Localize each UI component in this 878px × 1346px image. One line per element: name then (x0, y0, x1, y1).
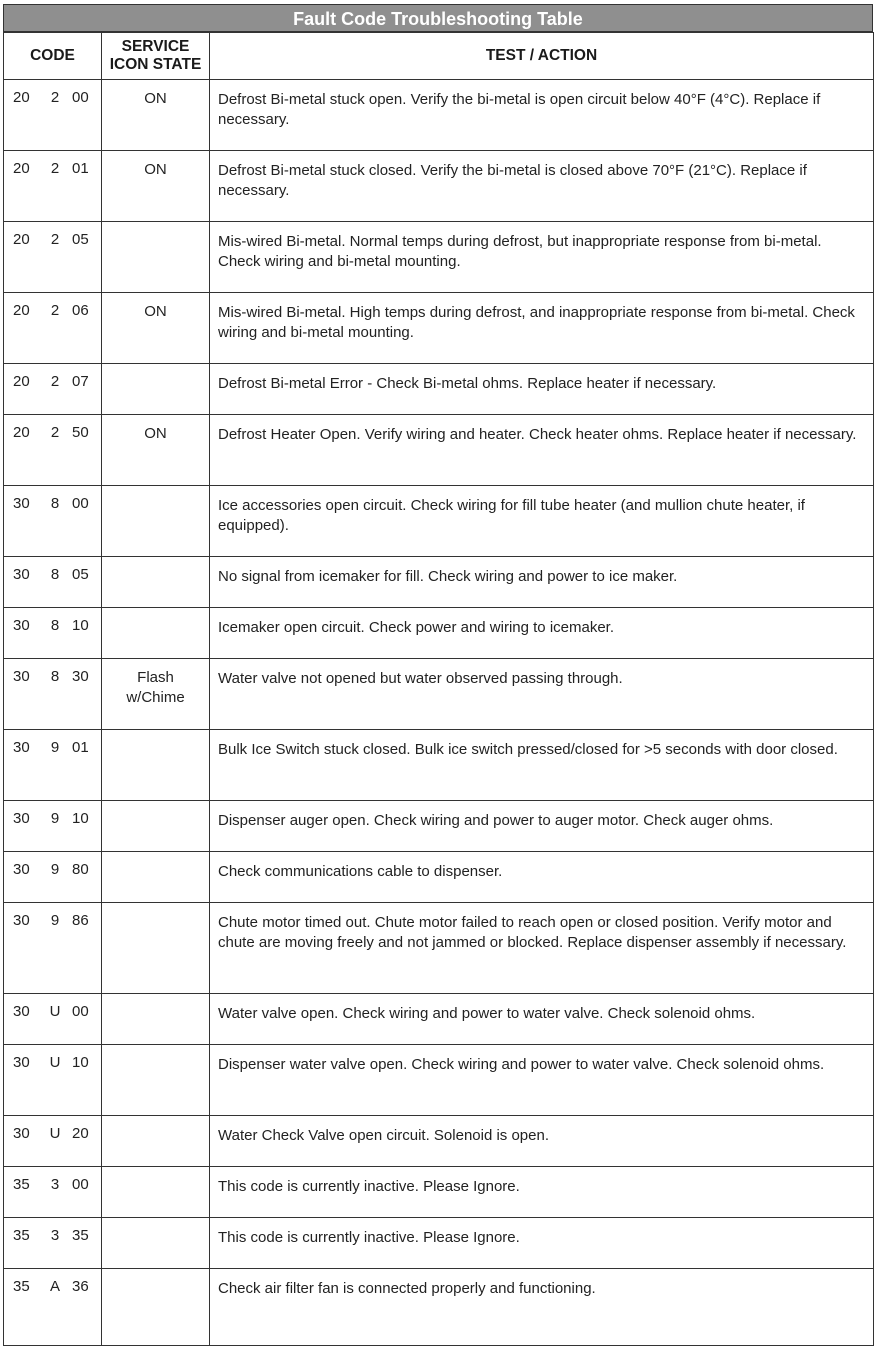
service-icon-state-cell (102, 852, 210, 903)
code-cell (4, 1167, 102, 1218)
test-action-cell: Mis-wired Bi-metal. High temps during defrost, and inappropriate response from bi-metal. Check wiring and bi-metal mounting. (210, 293, 874, 364)
fault-code-table-container (3, 4, 873, 1346)
code-part-1: 20 (13, 424, 30, 441)
code-cell (4, 903, 102, 994)
code-part-1: 35 (13, 1176, 30, 1193)
code-cell (4, 801, 102, 852)
code-part-1: 20 (13, 231, 30, 248)
fault-code-table (3, 32, 874, 1346)
code-part-3: 80 (72, 861, 89, 878)
table-row (4, 1116, 874, 1167)
table-row (4, 1045, 874, 1116)
test-action-cell: Water valve not opened but water observed passing through. (210, 659, 874, 730)
service-icon-state-cell (102, 659, 210, 730)
code-part-3: 20 (72, 1125, 89, 1142)
service-icon-state-cell (102, 1167, 210, 1218)
service-icon-state-cell (102, 557, 210, 608)
table-row (4, 1269, 874, 1346)
service-icon-state-cell (102, 486, 210, 557)
table-row (4, 608, 874, 659)
code-cell (4, 730, 102, 801)
code-part-2: 8 (50, 495, 60, 512)
test-action-cell: Defrost Bi-metal stuck closed. Verify the bi-metal is closed above 70°F (21°C). Replace if necessary. (210, 151, 874, 222)
code-cell (4, 415, 102, 486)
code-part-2: 9 (50, 739, 60, 756)
code-part-2: U (49, 1054, 61, 1071)
code-cell (4, 1269, 102, 1346)
code-cell (4, 151, 102, 222)
code-part-2: 9 (50, 810, 60, 827)
code-part-3: 00 (72, 495, 89, 512)
test-action-cell: Defrost Bi-metal stuck open. Verify the bi-metal is open circuit below 40°F (4°C). Replace if necessary. (210, 80, 874, 151)
table-row (4, 222, 874, 293)
code-cell (4, 364, 102, 415)
test-action-cell: Dispenser auger open. Check wiring and power to auger motor. Check auger ohms. (210, 801, 874, 852)
code-cell (4, 659, 102, 730)
code-part-3: 01 (72, 739, 89, 756)
code-part-1: 30 (13, 739, 30, 756)
icon-state: ON (144, 425, 167, 442)
table-row (4, 1218, 874, 1269)
test-action-cell: This code is currently inactive. Please Ignore. (210, 1218, 874, 1269)
test-action-cell: Water valve open. Check wiring and power to water valve. Check solenoid ohms. (210, 994, 874, 1045)
table-row (4, 994, 874, 1045)
service-icon-state-cell (102, 903, 210, 994)
code-part-2: 9 (50, 861, 60, 878)
code-part-2: 2 (50, 424, 60, 441)
code-part-2: 2 (50, 302, 60, 319)
code-cell (4, 1218, 102, 1269)
icon-state: ON (144, 161, 167, 178)
service-icon-state-cell (102, 608, 210, 659)
code-part-1: 35 (13, 1227, 30, 1244)
code-cell (4, 852, 102, 903)
service-icon-state-cell (102, 801, 210, 852)
table-row (4, 659, 874, 730)
code-part-3: 00 (72, 1003, 89, 1020)
test-action-cell: Chute motor timed out. Chute motor failed to reach open or closed position. Verify motor and chute are moving freely and not jammed or blocked. Replace dispenser assembly if necessary. (210, 903, 874, 994)
code-part-2: 8 (50, 617, 60, 634)
code-cell (4, 1116, 102, 1167)
table-row (4, 852, 874, 903)
table-title: Fault Code Troubleshooting Table (3, 4, 873, 32)
code-part-2: 2 (50, 160, 60, 177)
code-part-1: 30 (13, 617, 30, 634)
code-part-2: 9 (50, 912, 60, 929)
code-part-1: 30 (13, 566, 30, 583)
service-icon-state-cell (102, 293, 210, 364)
code-part-1: 30 (13, 1054, 30, 1071)
code-part-2: U (49, 1003, 61, 1020)
service-icon-state-cell (102, 364, 210, 415)
code-cell (4, 608, 102, 659)
icon-state: ON (144, 303, 167, 320)
service-icon-state-cell (102, 1269, 210, 1346)
test-action-cell: Defrost Bi-metal Error - Check Bi-metal ohms. Replace heater if necessary. (210, 364, 874, 415)
code-part-2: 3 (50, 1227, 60, 1244)
test-action-cell: This code is currently inactive. Please Ignore. (210, 1167, 874, 1218)
code-part-2: U (49, 1125, 61, 1142)
code-part-1: 30 (13, 668, 30, 685)
table-row (4, 415, 874, 486)
code-part-1: 30 (13, 1125, 30, 1142)
code-cell (4, 1045, 102, 1116)
code-part-3: 05 (72, 231, 89, 248)
code-part-1: 20 (13, 373, 30, 390)
code-part-1: 30 (13, 495, 30, 512)
table-row (4, 486, 874, 557)
code-part-2: 8 (50, 668, 60, 685)
service-icon-state-cell (102, 1218, 210, 1269)
service-header-line2: ICON STATE (109, 56, 202, 73)
code-part-2: 2 (50, 231, 60, 248)
table-row (4, 80, 874, 151)
code-part-1: 30 (13, 810, 30, 827)
test-action-cell: Ice accessories open circuit. Check wiring for fill tube heater (and mullion chute heater, if equipped). (210, 486, 874, 557)
code-part-1: 20 (13, 89, 30, 106)
table-row (4, 730, 874, 801)
code-part-3: 06 (72, 302, 89, 319)
code-part-3: 01 (72, 160, 89, 177)
service-icon-state-column-header (102, 33, 210, 80)
test-action-cell: Defrost Heater Open. Verify wiring and heater. Check heater ohms. Replace heater if necessary. (210, 415, 874, 486)
service-icon-state-cell (102, 730, 210, 801)
service-icon-state-cell (102, 415, 210, 486)
code-part-2: 2 (50, 89, 60, 106)
code-part-1: 30 (13, 861, 30, 878)
code-cell (4, 222, 102, 293)
table-header-row (4, 33, 874, 80)
code-part-3: 07 (72, 373, 89, 390)
code-part-3: 50 (72, 424, 89, 441)
icon-state-2: w/Chime (126, 689, 185, 706)
icon-state: Flash (137, 669, 174, 686)
code-part-1: 20 (13, 302, 30, 319)
code-part-3: 86 (72, 912, 89, 929)
test-action-cell: Icemaker open circuit. Check power and wiring to icemaker. (210, 608, 874, 659)
test-action-cell: Check air filter fan is connected properly and functioning. (210, 1269, 874, 1346)
code-cell (4, 80, 102, 151)
code-cell (4, 557, 102, 608)
code-cell (4, 994, 102, 1045)
service-icon-state-cell (102, 1116, 210, 1167)
code-part-2: 3 (50, 1176, 60, 1193)
code-part-3: 00 (72, 89, 89, 106)
service-icon-state-cell (102, 222, 210, 293)
icon-state: ON (144, 90, 167, 107)
service-header-line1: SERVICE (121, 38, 190, 55)
table-row (4, 151, 874, 222)
table-row (4, 293, 874, 364)
test-action-cell: Dispenser water valve open. Check wiring and power to water valve. Check solenoid ohms. (210, 1045, 874, 1116)
code-part-2: 8 (50, 566, 60, 583)
code-column-header: CODE (4, 33, 102, 80)
test-action-cell: Mis-wired Bi-metal. Normal temps during defrost, but inappropriate response from bi-metal. Check wiring and bi-metal mounting. (210, 222, 874, 293)
table-row (4, 557, 874, 608)
code-part-2: 2 (50, 373, 60, 390)
code-cell (4, 293, 102, 364)
code-part-3: 10 (72, 1054, 89, 1071)
service-icon-state-cell (102, 80, 210, 151)
code-part-3: 05 (72, 566, 89, 583)
code-part-3: 30 (72, 668, 89, 685)
test-action-cell: Bulk Ice Switch stuck closed. Bulk ice switch pressed/closed for >5 seconds with door closed. (210, 730, 874, 801)
code-part-3: 36 (72, 1278, 89, 1295)
table-row (4, 1167, 874, 1218)
test-action-cell: No signal from icemaker for fill. Check wiring and power to ice maker. (210, 557, 874, 608)
table-row (4, 364, 874, 415)
code-part-3: 35 (72, 1227, 89, 1244)
code-part-3: 10 (72, 810, 89, 827)
service-icon-state-cell (102, 994, 210, 1045)
table-row (4, 801, 874, 852)
test-action-cell: Water Check Valve open circuit. Solenoid is open. (210, 1116, 874, 1167)
table-row (4, 903, 874, 994)
code-part-3: 00 (72, 1176, 89, 1193)
code-part-1: 30 (13, 1003, 30, 1020)
service-icon-state-cell (102, 151, 210, 222)
code-part-3: 10 (72, 617, 89, 634)
code-cell (4, 486, 102, 557)
code-part-1: 30 (13, 912, 30, 929)
service-icon-state-cell (102, 1045, 210, 1116)
code-part-1: 20 (13, 160, 30, 177)
test-action-cell: Check communications cable to dispenser. (210, 852, 874, 903)
code-part-2: A (49, 1278, 60, 1295)
code-part-1: 35 (13, 1278, 30, 1295)
test-action-column-header: TEST / ACTION (210, 33, 874, 80)
